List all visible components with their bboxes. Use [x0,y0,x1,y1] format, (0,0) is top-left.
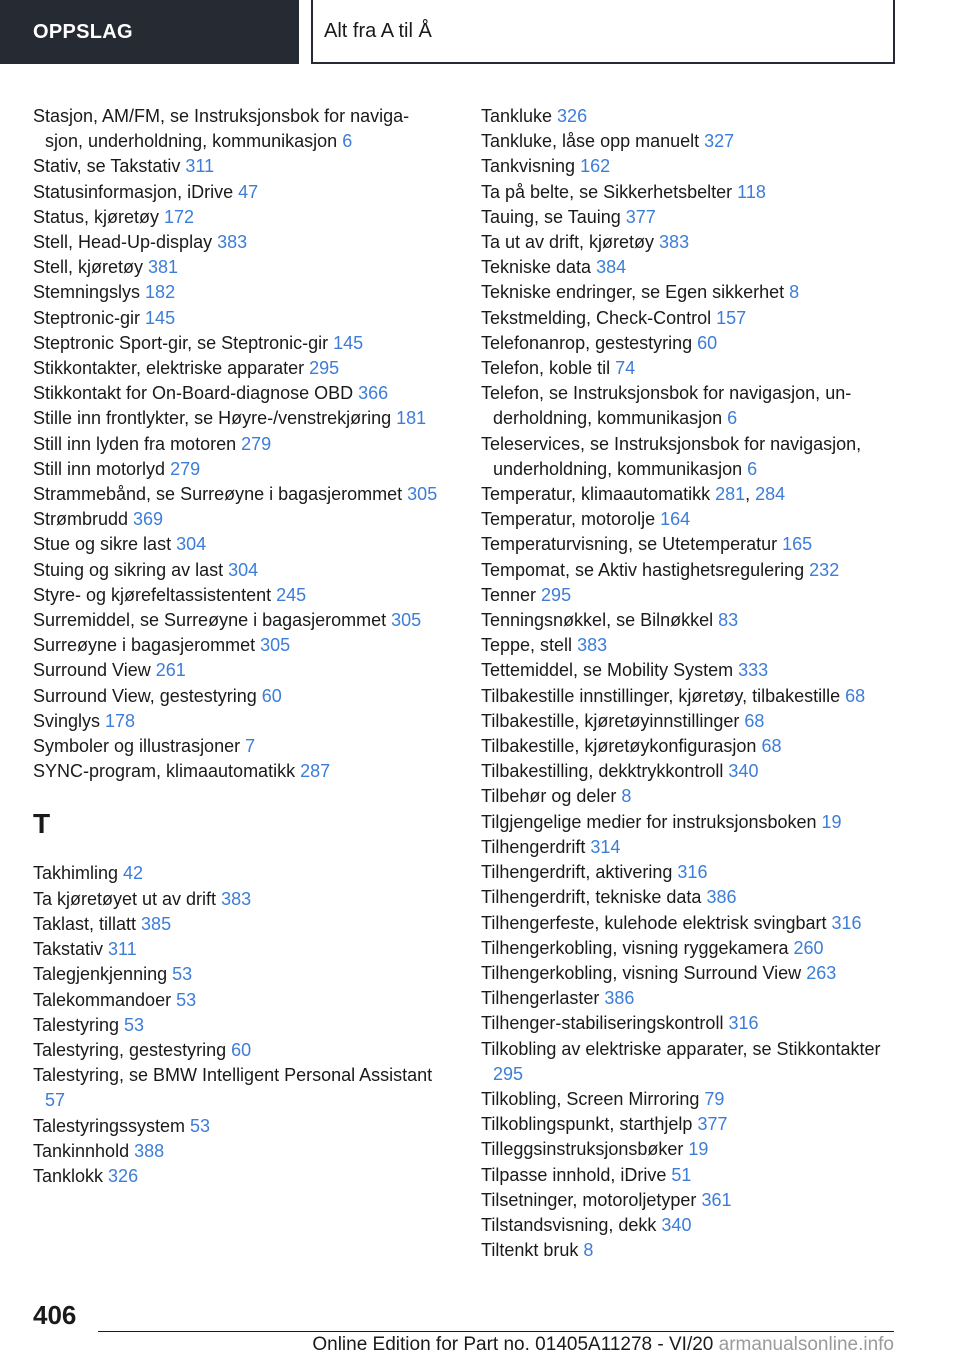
index-entry [33,331,438,356]
page-link[interactable]: 383 [217,232,248,253]
index-entry-text: Strømbrudd [33,509,134,530]
index-entry-text: Taklast, tillatt [33,913,142,934]
page-link[interactable]: 181 [396,408,427,429]
index-entry-text: Tankinnhold [33,1140,135,1161]
page-link[interactable]: 305 [260,635,291,656]
page-link[interactable]: 311 [185,156,215,177]
page-link[interactable]: 19 [821,811,842,832]
index-entry-text: Takstativ [33,939,109,960]
index-entry [33,633,438,658]
index-entry [33,1164,438,1189]
section-label-text: OPPSLAG [33,20,133,43]
page-link[interactable]: 279 [241,433,272,454]
index-entry-text: Stell, Head-Up-display [33,232,218,253]
page-link[interactable]: 305 [407,484,438,505]
index-entry [481,331,901,356]
index-entry [481,885,901,910]
index-entry-text: Tilhengerlaster [481,988,605,1009]
index-entry-text: Tettemiddel, se Mobility System [481,660,739,681]
index-entry [481,1011,901,1036]
page-link[interactable]: 8 [621,786,632,807]
page-link[interactable]: 383 [659,232,690,253]
index-entry [481,1238,901,1263]
index-entry [33,658,438,683]
page-link[interactable]: 8 [583,1240,594,1261]
page-link[interactable]: 7 [245,736,256,757]
page-link[interactable]: 60 [697,332,718,353]
section-label [0,0,299,64]
page-link[interactable]: 366 [358,383,389,404]
index-entry [481,482,901,507]
index-group-t [33,861,438,1189]
page-link[interactable]: 165 [782,534,813,555]
page-link[interactable]: 295 [309,358,340,379]
page-link[interactable]: 60 [261,685,282,706]
index-entry [481,255,901,280]
page-link[interactable]: 377 [625,206,656,227]
index-entry-text: Tilhengerdrift, aktivering [481,862,678,883]
index-entry [481,381,901,431]
page-link[interactable]: 311 [108,939,137,960]
page-link[interactable]: 164 [660,509,691,530]
page-link[interactable]: 42 [123,863,144,884]
page-link[interactable]: 68 [744,710,765,731]
page-link[interactable]: 53 [190,1115,211,1136]
page-link[interactable]: 384 [596,257,627,278]
page-link[interactable]: 68 [845,685,866,706]
index-entry-text: Surround View, gestestyring [33,685,262,706]
index-entry-text: Still inn lyden fra motoren [33,433,242,454]
index-entry [33,937,438,962]
index-entry-text: Tilbakestille innstillinger, kjøretøy, tilbakestille [481,685,846,706]
page-link[interactable]: 304 [228,559,259,580]
index-entry [33,457,438,482]
index-entry-text: Tilkoblingspunkt, starthjelp [481,1114,698,1135]
index-entry-text: Tekstmelding, Check-Control [481,307,717,328]
index-entry-text: Temperatur, motorolje [481,509,661,530]
index-entry-text: Tilgjengelige medier for instruksjonsboken [481,811,822,832]
index-entry-text: Tilhengerfeste, kulehode elektrisk svingbart [481,912,832,933]
index-entry [33,1013,438,1038]
index-entry [481,507,901,532]
page-link[interactable]: 381 [148,257,179,278]
page-link[interactable]: 182 [145,282,176,303]
index-entry [481,432,901,482]
index-entry [481,734,901,759]
index-entry-text: Tilbakestille, kjøretøykonfigurasjon [481,736,762,757]
page-link[interactable]: 333 [738,660,769,681]
page-link[interactable]: 279 [170,458,201,479]
index-entry [481,583,901,608]
index-entry-text: Tilsetninger, motoroljetyper [481,1189,702,1210]
page-link[interactable]: 172 [164,206,195,227]
index-entry-text: Stuing og sikring av last [33,559,229,580]
page-link[interactable]: 53 [124,1014,145,1035]
index-entry [33,608,438,633]
index-entry [33,1038,438,1063]
watermark-text: armanualsonline.info [718,1334,894,1355]
page-link[interactable]: 19 [688,1139,709,1160]
index-entry [33,507,438,532]
page-link[interactable]: 53 [176,989,197,1010]
index-entry [33,962,438,987]
index-entry-text: Talestyring, se BMW Intelligent Personal Assistant [33,1065,433,1086]
index-entry [481,684,901,709]
page-link[interactable]: 326 [557,106,588,126]
index-entry-text: Tekniske data [481,257,597,278]
index-entry [33,255,438,280]
index-entry [33,104,438,154]
index-entry [33,432,438,457]
page-link[interactable]: 316 [831,912,862,933]
page-link[interactable]: 8 [789,282,800,303]
index-group-t-continued [481,104,901,1263]
page-link[interactable]: 232 [809,559,840,580]
page-link[interactable]: 79 [704,1088,725,1109]
index-entry [481,205,901,230]
index-entry [481,180,901,205]
page-link[interactable]: 377 [697,1114,728,1135]
page-link[interactable]: 314 [590,836,621,857]
index-entry-text: Ta på belte, se Sikkerhetsbelter [481,181,738,202]
index-entry-text: Telefon, se Instruksjonsbok for navigasjon, underholdning, kommunikasjon [481,383,852,429]
index-entry [33,887,438,912]
index-entry-text: Ta ut av drift, kjøretøy [481,232,660,253]
page-link[interactable]: 57 [45,1090,66,1111]
index-entry [33,583,438,608]
index-entry [33,1114,438,1139]
index-entry-text: Tilhengerdrift, tekniske data [481,887,707,908]
index-entry [33,532,438,557]
index-entry [33,988,438,1013]
index-entry-text: Tilleggsinstruksjonsbøker [481,1139,689,1160]
index-entry [481,608,901,633]
index-entry [33,709,438,734]
index-entry-text: Talestyring [33,1014,125,1035]
index-entry [481,1163,901,1188]
index-entry [33,306,438,331]
index-entry-text: Temperatur, klimaautomatikk [481,484,716,505]
page-link[interactable]: 6 [342,131,353,152]
index-entry [481,1213,901,1238]
page-link[interactable]: 327 [704,131,735,152]
page-link[interactable]: 53 [172,964,193,985]
page-link[interactable]: 6 [727,408,738,429]
page-link[interactable]: 386 [604,988,635,1009]
index-entry [481,1137,901,1162]
page-separator: , [745,484,756,505]
index-entry-text: Tempomat, se Aktiv hastighetsregulering [481,559,810,580]
index-entry-text: Steptronic-gir [33,307,146,328]
index-entry-text: Svinglys [33,710,106,731]
footer-divider [98,1331,894,1332]
index-entry-text: Tanklokk [33,1165,109,1186]
index-entry-text: Status, kjøretøy [33,206,165,227]
index-entry-text: Teppe, stell [481,635,578,656]
page-link[interactable]: 60 [231,1039,252,1060]
index-entry [481,1188,901,1213]
index-entry-text: Tenningsnøkkel, se Bilnøkkel [481,610,719,631]
index-entry-text: Stille inn frontlykter, se Høyre-/venstrekjøring [33,408,397,429]
index-entry [33,180,438,205]
index-entry [481,1087,901,1112]
index-entry-text: Tankluke, låse opp manuelt [481,131,705,152]
index-entry-text: Talekommandoer [33,989,177,1010]
index-entry [33,230,438,255]
index-entry [481,1112,901,1137]
page-link[interactable]: 295 [541,584,572,605]
index-entry [33,356,438,381]
index-entry-text: Talestyringssystem [33,1115,191,1136]
index-entry-text: Talestyring, gestestyring [33,1039,232,1060]
index-entry-text: Tilstandsvisning, dekk [481,1214,662,1235]
index-entry [481,306,901,331]
page-link[interactable]: 261 [155,660,186,681]
page-title [311,0,895,64]
index-entry-text: Still inn motorlyd [33,458,171,479]
index-entry [481,532,901,557]
page-link[interactable]: 383 [221,888,252,909]
page-link[interactable]: 340 [661,1214,692,1235]
index-entry-text: Stue og sikre last [33,534,177,555]
page-link[interactable]: 305 [391,610,422,631]
index-entry-text: Tiltenkt bruk [481,1240,584,1261]
index-entry [33,684,438,709]
index-entry [33,558,438,583]
page-link[interactable]: 245 [276,584,307,605]
index-entry [481,810,901,835]
index-column-right [481,104,901,1263]
index-entry [33,482,438,507]
index-entry-text: Statusinformasjon, iDrive [33,181,239,202]
page-title-text: Alt fra A til Å [324,19,432,42]
page-link[interactable]: 383 [577,635,608,656]
index-entry [481,936,901,961]
page-link[interactable]: 326 [108,1165,139,1186]
index-entry [33,759,438,784]
index-entry-text: Tilbakestilling, dekktrykkontroll [481,761,729,782]
index-entry-text: Talegjenkjenning [33,964,173,985]
index-entry-text: Takhimling [33,863,124,884]
index-entry-text: Surremiddel, se Surreøyne i bagasjerommet [33,610,392,631]
index-entry [481,835,901,860]
index-entry-text: Tenner [481,584,542,605]
index-entry-text: Strammebånd, se Surreøyne i bagasjerommet [33,484,408,505]
page-link[interactable]: 162 [580,156,611,177]
index-entry-text: Surround View [33,660,156,681]
index-entry [481,709,901,734]
index-entry [33,280,438,305]
index-entry-text: Tankvisning [481,156,581,177]
page-link[interactable]: 340 [728,761,759,782]
index-entry [481,860,901,885]
index-entry-text: Tauing, se Tauing [481,206,626,227]
index-entry-text: Symboler og illustrasjoner [33,736,246,757]
index-entry [33,154,438,179]
index-column-left [33,104,438,1189]
index-entry-text: Stativ, se Takstativ [33,156,186,177]
index-entry [33,861,438,886]
page-link[interactable]: 51 [671,1164,692,1185]
page-link[interactable]: 386 [706,887,737,908]
index-entry-text: Tilhenger-stabiliseringskontroll [481,1013,729,1034]
index-entry-text: Tilhengerkobling, visning ryggekamera [481,937,794,958]
index-entry [33,205,438,230]
index-entry-text: Teleservices, se Instruksjonsbok for navigasjon, underholdning, kommunikasjon [481,433,862,479]
index-entry [481,658,901,683]
index-entry-text: SYNC-program, klimaautomatikk [33,761,301,782]
index-entry-text: Telefonanrop, gestestyring [481,332,698,353]
page-link[interactable]: 68 [761,736,782,757]
page-link[interactable]: 281 [715,484,746,505]
page-link[interactable]: 263 [806,962,837,983]
index-entry [33,381,438,406]
page-link[interactable]: 369 [133,509,164,530]
page-link[interactable]: 316 [728,1013,759,1034]
index-entry [481,1037,901,1087]
index-entry-text: Temperaturvisning, se Utetemperatur [481,534,783,555]
index-entry [481,784,901,809]
footer-edition [312,1334,894,1356]
page-link[interactable]: 361 [701,1189,732,1210]
page-link[interactable]: 388 [134,1140,165,1161]
index-entry [481,961,901,986]
index-entry [481,356,901,381]
page-link[interactable]: 304 [176,534,207,555]
index-entry [481,986,901,1011]
page-link[interactable]: 6 [747,458,758,479]
index-entry [33,1139,438,1164]
index-entry [481,633,901,658]
index-entry [481,280,901,305]
index-entry [481,759,901,784]
index-entry-text: Surreøyne i bagasjerommet [33,635,261,656]
index-entry-text: Tilbakestille, kjøretøyinnstillinger [481,710,745,731]
page-link[interactable]: 385 [141,913,172,934]
index-entry-text: Tilhengerdrift [481,836,591,857]
index-entry [481,911,901,936]
page-link[interactable]: 316 [677,862,708,883]
index-group-s [33,104,438,784]
index-entry-text: Stikkontakter, elektriske apparater [33,358,310,379]
page-link[interactable]: 157 [716,307,747,328]
page-link[interactable]: 74 [615,358,636,379]
index-entry-text: Tilpasse innhold, iDrive [481,1164,672,1185]
index-entry-text: Telefon, koble til [481,358,616,379]
page-link[interactable]: 260 [793,937,824,958]
page-link[interactable]: 295 [493,1063,524,1084]
page-link[interactable]: 145 [333,332,364,353]
page-link[interactable]: 145 [145,307,176,328]
index-entry [33,406,438,431]
index-entry-text: Tilkobling av elektriske apparater, se Stikkontakter [481,1038,881,1059]
page-link[interactable]: 47 [238,181,259,202]
page-number: 406 [33,1300,77,1330]
index-entry-text: Tilhengerkobling, visning Surround View [481,962,807,983]
page-link[interactable]: 287 [300,761,331,782]
index-entry [481,230,901,255]
index-entry-text: Tekniske endringer, se Egen sikkerhet [481,282,790,303]
index-entry-text: Tankluke [481,106,558,126]
index-entry [33,912,438,937]
index-entry-text: Stell, kjøretøy [33,257,149,278]
page-link[interactable]: 178 [105,710,136,731]
index-entry [481,154,901,179]
index-entry-text: Steptronic Sport-gir, se Steptronic-gir [33,332,334,353]
index-entry-text: Ta kjøretøyet ut av drift [33,888,222,909]
page-link[interactable]: 284 [755,484,786,505]
index-entry-text: Stemningslys [33,282,146,303]
index-entry-text: Tilkobling, Screen Mirroring [481,1088,705,1109]
index-entry-text: Stasjon, AM/FM, se Instruksjonsbok for navigasjon, underholdning, kommunikasjon [33,106,410,152]
index-entry [481,558,901,583]
page-link[interactable]: 118 [737,181,766,202]
index-entry [481,129,901,154]
index-letter-heading: T [33,808,51,840]
index-entry-text: Stikkontakt for On-Board-diagnose OBD [33,383,359,404]
page-link[interactable]: 83 [718,610,739,631]
footer-edition-text: Online Edition for Part no. 01405A11278 - VI/20 [312,1334,714,1355]
index-entry [33,734,438,759]
index-entry-text: Tilbehør og deler [481,786,622,807]
index-entry [33,1063,438,1113]
index-entry-text: Styre- og kjørefeltassistentent [33,584,277,605]
index-entry [481,104,901,129]
